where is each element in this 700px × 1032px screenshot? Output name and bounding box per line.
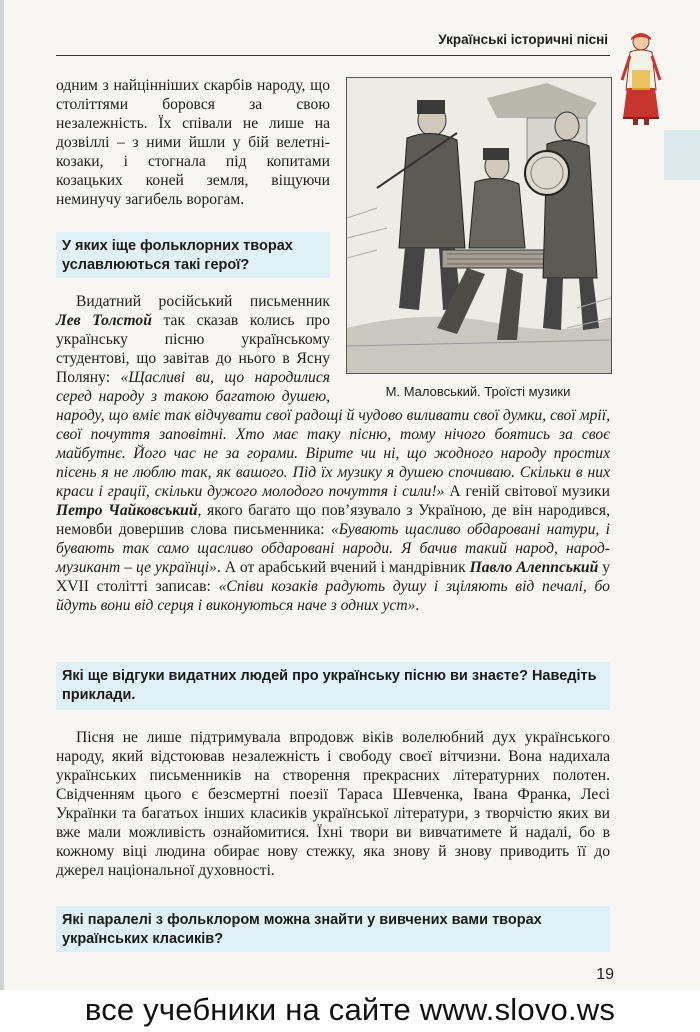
text-fragment: у XVII столітті записав: bbox=[56, 559, 611, 595]
text-fragment: Видатний російський письменник bbox=[76, 293, 330, 310]
question-folklore-parallels bbox=[56, 906, 610, 952]
footer-banner: все учебники на сайте www.slovo.ws bbox=[0, 990, 700, 1032]
question-text: Які ще відгуки видатних людей про українську пісню ви знаєте? Наведіть приклади. bbox=[62, 668, 597, 703]
author-name-tolstoy: Лев Толстой bbox=[56, 312, 152, 329]
paragraph-intro-text: одним з найцінніших скарбів народу, що століттями боровся за свою незалежність. Їх співали не лише на дозвіллі – з ними йшли у бій велетні-козаки, і стогнала під копитами козацьких коней земля, віщуючи неминучу загибель ворогам. bbox=[56, 77, 330, 208]
paragraph-intro bbox=[56, 76, 330, 209]
page-edge bbox=[0, 0, 4, 1032]
question-text: У яких іще фольклорних творах уславлюються такі герої? bbox=[62, 238, 293, 273]
text-fragment: . bbox=[415, 597, 420, 614]
quote-tolstoy: «Щасливі ви, що народилися серед народу з такою багатою душею, народу, що вміє так відчувати свої радощі й чудово виливати свої думки, свої мрії, свої почуття заповітні. Хто має таку пісню, тому нічого боятись за своє майбутнє. Його час не за горами. Вірите чи ні, що жодного народу простих пісень я не люблю так, як вашого. Під їх музику я душею спочиваю. Скільки в них краси і грації, скільки дужого молодого почуття і сили!» bbox=[56, 369, 610, 500]
text-fragment: , якого багато що пов’язувало з Україною, де він народився, немовби довершив слова письменника: bbox=[56, 502, 611, 538]
header-rule bbox=[56, 55, 610, 56]
question-famous-reviews bbox=[56, 662, 610, 710]
paragraph-song-text: Пісня не лише підтримувала впродовж віків волелюбний дух українського народу, який відстоював незалежність і свободу своєї вітчизни. Вона надихала українських письменників на створення прекрасних літературних полотен. Свідченням цього є безсмертні поезії Тараса Шевченка, Івана Франка, Лесі Українки та багатьох інших класиків української літератури, з творчістю яких ви вже мали можливість ознайомитися. Їхні твори ви вивчатимете й надалі, бо в кожному віці людина обирає нову стежку, яка знову й знову приводить її до джерел національної духовності. bbox=[56, 729, 610, 879]
paragraph-quotes bbox=[56, 292, 610, 615]
author-name-aleppo: Павло Алеппський bbox=[469, 559, 599, 576]
text-fragment: А геній світової музики bbox=[444, 483, 610, 500]
figure-float-space bbox=[330, 292, 610, 404]
text-fragment: . А от арабський вчений і мандрівник bbox=[216, 559, 470, 576]
page-number: 19 bbox=[596, 966, 614, 983]
text-fragment: так сказав колись про українську пісню українському студентові, що завітав до нього в Ясну Поляну: bbox=[56, 312, 331, 386]
question-text: Які паралелі з фольклором можна знайти у вивчених вами творах українських класиків? bbox=[62, 912, 542, 947]
paragraph-song-inspiration bbox=[56, 728, 610, 880]
figure-caption: М. Маловський. Троїсті музики bbox=[385, 384, 571, 399]
margin-decoration bbox=[664, 130, 700, 180]
quote-tchaikovsky: «Бувають щасливо обдаровані натури, і бувають так само щасливо обдаровані народи. Я бачив такий народ, народ-музикант – це українці» bbox=[56, 521, 610, 576]
folk-woman-icon bbox=[618, 30, 664, 126]
question-folklore-heroes bbox=[56, 232, 330, 278]
quote-aleppo: «Співи козаків радують душу і зціляють від печалі, бо йдуть вони від серця і виконуються наче з одних уст» bbox=[56, 578, 610, 614]
author-name-tchaikovsky: Петро Чайковський bbox=[56, 502, 198, 519]
running-title: Українські історичні пісні bbox=[438, 32, 608, 47]
